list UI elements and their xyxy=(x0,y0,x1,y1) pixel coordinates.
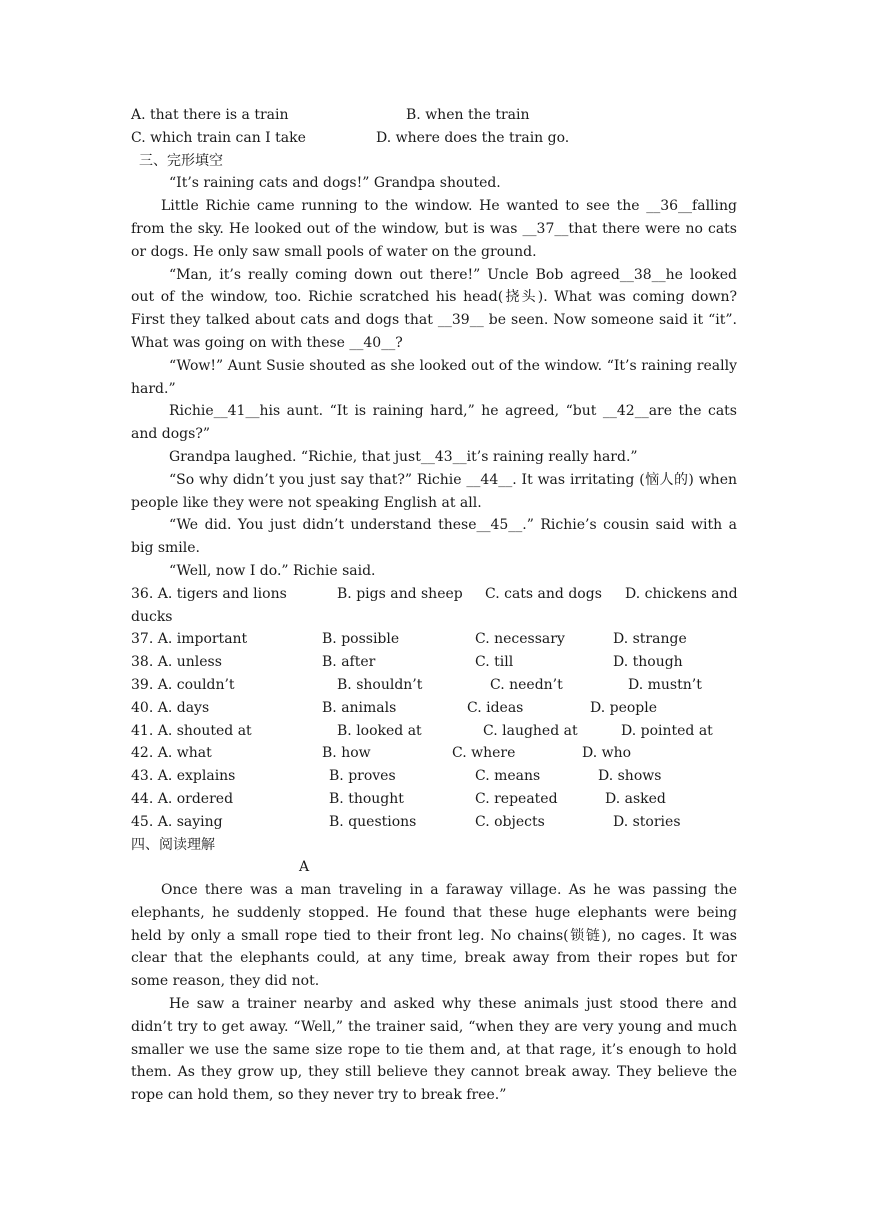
option-d-part1: D. chickens and xyxy=(625,585,738,602)
prev-options-row-1 xyxy=(131,104,737,127)
option-a: 40. A. days xyxy=(131,699,210,716)
question-row xyxy=(131,674,737,697)
question-row xyxy=(131,788,737,811)
document-page xyxy=(131,104,737,1107)
cloze-paragraph: “Wow!” Aunt Susie shouted as she looked out of the window. “It’s raining really hard.” xyxy=(131,357,737,397)
option-d: D. shows xyxy=(598,768,662,785)
option-b: B. after xyxy=(322,654,376,671)
option-d: D. mustn’t xyxy=(628,676,702,693)
option-d: D. asked xyxy=(605,790,666,807)
option-b: B. looked at xyxy=(337,722,422,739)
option-b: B. shouldn’t xyxy=(337,676,423,693)
option-d: D. though xyxy=(613,654,683,671)
option-a: 41. A. shouted at xyxy=(131,722,252,739)
question-row-continued xyxy=(131,606,737,629)
option-a: 36. A. tigers and lions xyxy=(131,585,287,602)
question-row xyxy=(131,811,737,834)
option-a: 39. A. couldn’t xyxy=(131,676,235,693)
question-row xyxy=(131,697,737,720)
option-d: D. strange xyxy=(613,631,687,648)
option-c: C. needn’t xyxy=(490,676,563,693)
question-row xyxy=(131,651,737,674)
question-row xyxy=(131,742,737,765)
option-c: C. where xyxy=(452,745,516,762)
option-a: A. that there is a train xyxy=(131,107,289,123)
option-d: D. who xyxy=(582,745,632,762)
question-row xyxy=(131,583,737,606)
cloze-paragraph: “We did. You just didn’t understand these__45__.” Richie’s cousin said with a big smile. xyxy=(131,517,737,557)
cloze-paragraph: Grandpa laughed. “Richie, that just__43__it’s raining really hard.” xyxy=(169,448,638,465)
cloze-paragraph: “Well, now I do.” Richie said. xyxy=(169,562,376,579)
option-c: C. objects xyxy=(475,813,545,830)
cloze-paragraph: “So why didn’t you just say that?” Richie __44__. It was irritating (恼人的) when people like they were not speaking English at all. xyxy=(131,471,737,511)
question-row xyxy=(131,720,737,743)
option-a: 42. A. what xyxy=(131,745,212,762)
option-b: B. how xyxy=(322,745,371,762)
option-b: B. animals xyxy=(322,699,397,716)
cloze-paragraph: “It’s raining cats and dogs!” Grandpa shouted. xyxy=(169,175,501,192)
option-a: 43. A. explains xyxy=(131,768,236,785)
cloze-paragraph: “Man, it’s really coming down out there!” Uncle Bob agreed__38__he looked out of the window, too. Richie scratched his head(挠头). What was coming down? First they talked about cats and dogs that __39__ be seen. Now someone said it “it”. What was going on with these __40__? xyxy=(131,266,737,351)
option-d: D. stories xyxy=(613,813,681,830)
option-c: C. repeated xyxy=(475,790,558,807)
section-title-reading: 四、阅读理解 xyxy=(131,836,215,853)
option-c: C. cats and dogs xyxy=(485,585,602,602)
option-b: B. pigs and sheep xyxy=(337,585,463,602)
option-b: B. questions xyxy=(329,813,417,830)
prev-options-row-2 xyxy=(131,127,737,150)
option-b: B. proves xyxy=(329,768,396,785)
reading-paragraph: He saw a trainer nearby and asked why these animals just stood there and didn’t try to get away. “Well,” the trainer said, “when they are very young and much smaller we use the same size rope to tie them and, at that rage, it’s enough to hold them. As they grow up, they still believe they cannot break away. They believe the rope can hold them, so they never try to break free.” xyxy=(131,996,737,1104)
section-title-cloze: 三、完形填空 xyxy=(139,152,223,169)
option-b: B. thought xyxy=(329,790,404,807)
option-a: 45. A. saying xyxy=(131,813,223,830)
option-d: D. where does the train go. xyxy=(376,129,570,146)
question-row xyxy=(131,765,737,788)
option-c: C. which train can I take xyxy=(131,129,306,146)
cloze-paragraph: Richie__41__his aunt. “It is raining hard,” he agreed, “but __42__are the cats and dogs?” xyxy=(131,403,737,443)
option-c: C. laughed at xyxy=(483,722,578,739)
cloze-paragraph: Little Richie came running to the window. He wanted to see the __36__falling from the sky. He looked out of the window, but is was __37__that there were no cats or dogs. He only saw small pools of water on the ground. xyxy=(131,198,737,260)
option-a: 37. A. important xyxy=(131,631,248,648)
reading-paragraph: Once there was a man traveling in a faraway village. As he was passing the elephants, he suddenly stopped. He found that these huge elephants were being held by only a small rope tied to their front leg. No chains(锁链), no cages. It was clear that the elephants could, at any time, break away from their ropes but for some reason, they did not. xyxy=(131,882,737,990)
option-b: B. possible xyxy=(322,631,400,648)
option-c: C. ideas xyxy=(467,699,524,716)
option-b: B. when the train xyxy=(406,107,530,123)
option-d: D. people xyxy=(590,699,658,716)
option-c: C. means xyxy=(475,768,541,785)
option-c: C. till xyxy=(475,654,514,671)
option-a: 38. A. unless xyxy=(131,654,222,671)
passage-label: A xyxy=(299,859,310,876)
option-c: C. necessary xyxy=(475,631,565,648)
question-row xyxy=(131,628,737,651)
option-a: 44. A. ordered xyxy=(131,790,234,807)
option-d-part2: ducks xyxy=(131,608,173,625)
option-d: D. pointed at xyxy=(621,722,713,739)
